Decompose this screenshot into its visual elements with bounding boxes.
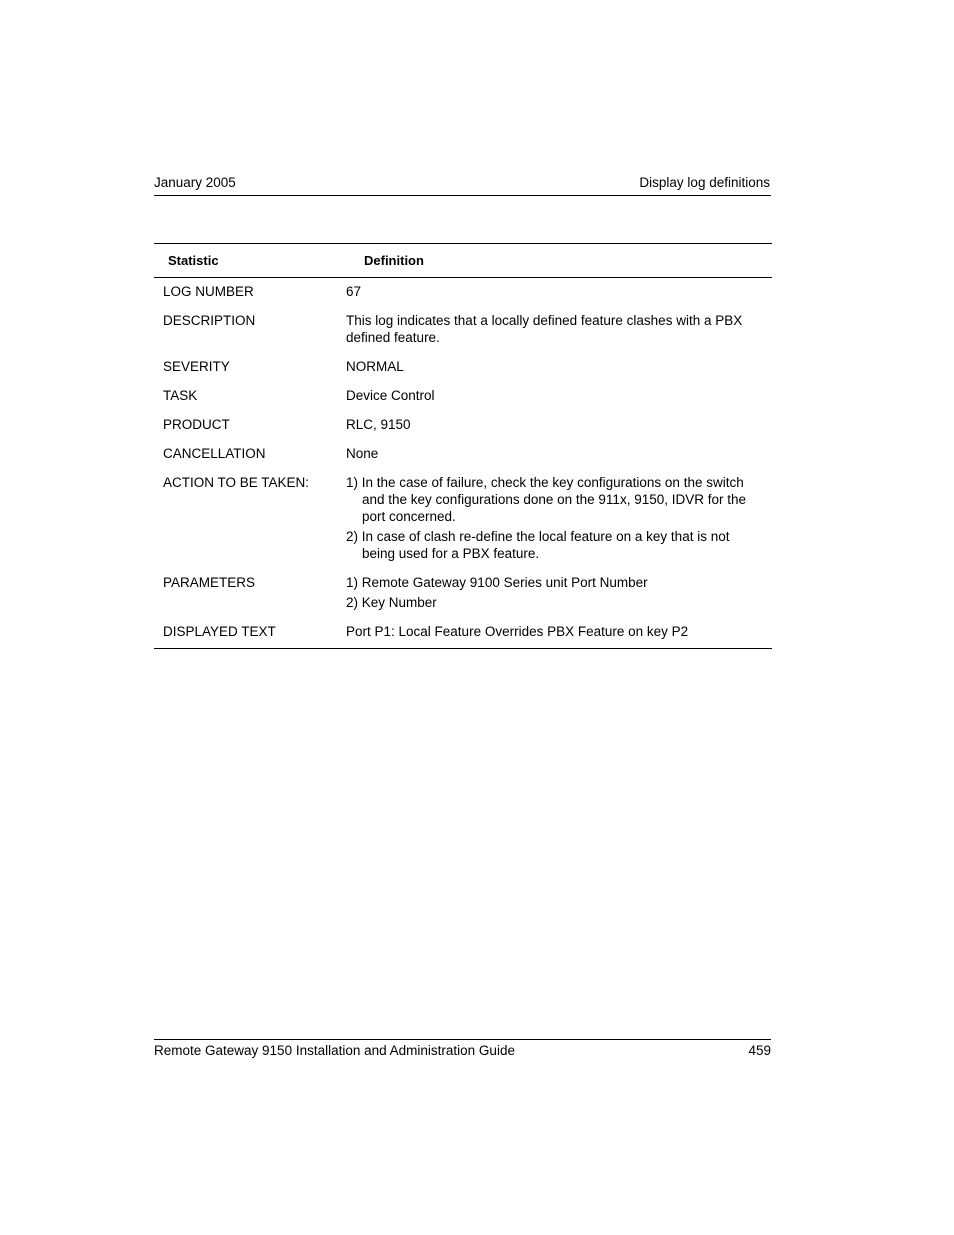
statistic-cell: PRODUCT — [163, 417, 230, 432]
footer-document-title: Remote Gateway 9150 Installation and Administration Guide — [154, 1043, 515, 1058]
definition-cell: NORMAL — [346, 359, 404, 374]
definition-cell: Port P1: Local Feature Overrides PBX Feature on key P2 — [346, 624, 689, 639]
table-row — [154, 440, 772, 469]
page-header — [154, 174, 771, 196]
table-row — [154, 278, 772, 308]
action-step: 2) In case of clash re-define the local feature on a key that is not being used for a PBX feature. — [346, 529, 730, 561]
statistic-cell: DISPLAYED TEXT — [163, 624, 276, 639]
parameter-item: 1) Remote Gateway 9100 Series unit Port Number — [346, 575, 648, 590]
statistic-cell: LOG NUMBER — [163, 284, 254, 299]
definition-cell: 67 — [346, 284, 362, 299]
table-row — [154, 382, 772, 411]
log-definition-table — [154, 243, 772, 649]
definition-cell: This log indicates that a locally defined feature clashes with a PBX defined feature. — [346, 313, 743, 345]
page-number: 459 — [748, 1043, 771, 1058]
statistic-cell: PARAMETERS — [163, 575, 256, 590]
statistic-cell: ACTION TO BE TAKEN: — [163, 475, 310, 490]
parameter-item: 2) Key Number — [346, 595, 437, 610]
statistic-cell: TASK — [163, 388, 198, 403]
table-row — [154, 569, 772, 618]
table-row — [154, 307, 772, 353]
table-row — [154, 469, 772, 569]
table-row — [154, 353, 772, 382]
definition-cell: Device Control — [346, 388, 435, 403]
table-row — [154, 618, 772, 649]
page-footer — [154, 1039, 771, 1062]
statistic-cell: CANCELLATION — [163, 446, 266, 461]
definition-cell — [346, 469, 772, 569]
column-header-statistic: Statistic — [168, 253, 219, 268]
statistic-cell: DESCRIPTION — [163, 313, 256, 328]
definition-cell: RLC, 9150 — [346, 417, 411, 432]
action-step: 1) In the case of failure, check the key configurations on the switch and the key configurations done on the 911x, 9150, IDVR for the port concerned. — [346, 475, 747, 524]
table-row — [154, 411, 772, 440]
statistic-cell: SEVERITY — [163, 359, 230, 374]
header-date: January 2005 — [154, 175, 236, 190]
header-section-title: Display log definitions — [639, 175, 770, 190]
definition-cell: None — [346, 446, 379, 461]
column-header-definition: Definition — [364, 253, 424, 268]
table-header-row — [154, 244, 772, 278]
definition-cell — [346, 569, 772, 618]
